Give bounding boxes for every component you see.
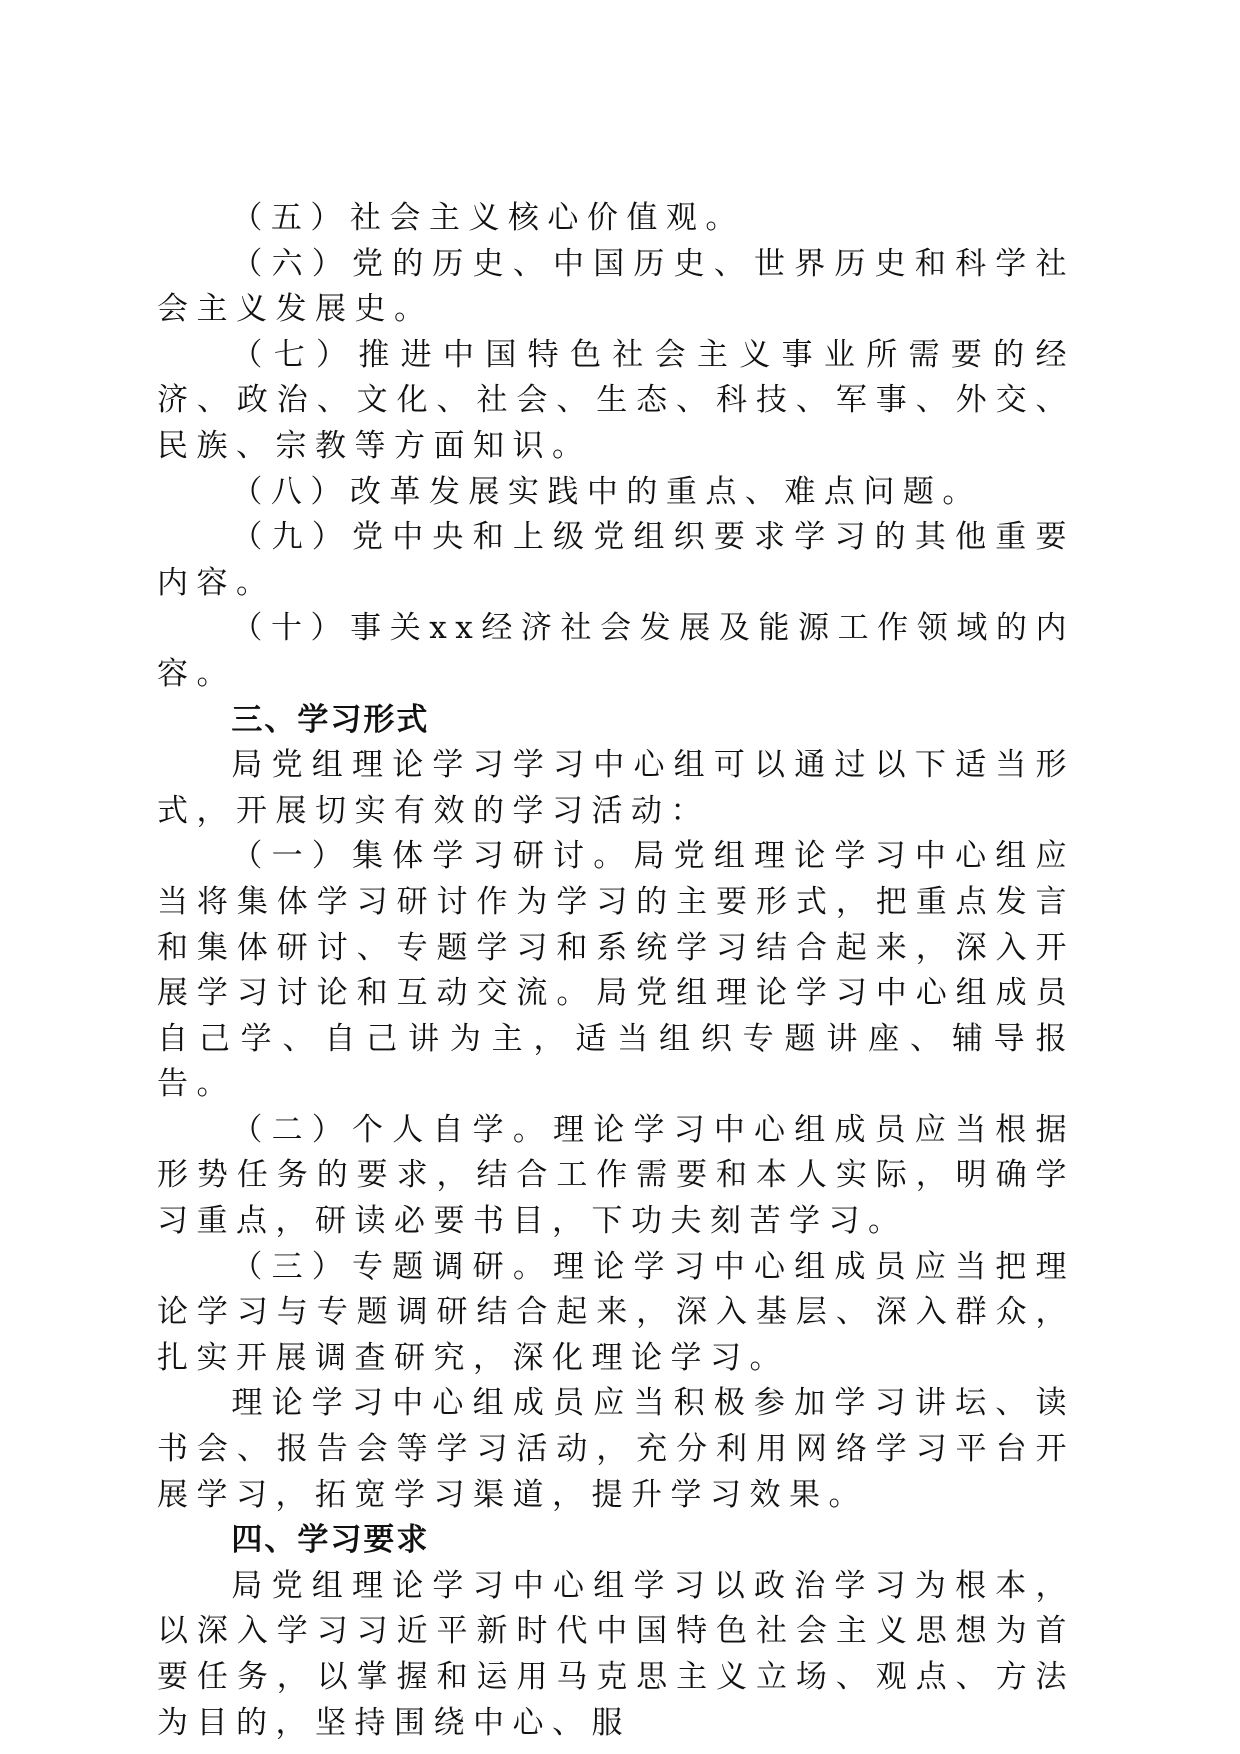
paragraph-item-9: （九）党中央和上级党组织要求学习的其他重要内容。 bbox=[157, 519, 1075, 601]
paragraph-item-7: （七）推进中国特色社会主义事业所需要的经济、政治、文化、社会、生态、科技、军事、外交、民族、宗教等方面知识。 bbox=[157, 336, 1075, 464]
paragraph-form-1: （一）集体学习研讨。局党组理论学习中心组应当将集体学习研讨作为学习的主要形式，把重点发言和集体研讨、专题学习和系统学习结合起来，深入开展学习讨论和互动交流。局党组理论学习中心组成员自己学、自己讲为主，适当组织专题讲座、辅导报告。 bbox=[157, 838, 1075, 1103]
paragraph-requirements-intro: 局党组理论学习中心组学习以政治学习为根本，以深入学习习近平新时代中国特色社会主义思想为首要任务，以掌握和运用马克思主义立场、观点、方法为目的，坚持围绕中心、服 bbox=[157, 1567, 1075, 1741]
paragraph-item-5: （五）社会主义核心价值观。 bbox=[231, 200, 745, 236]
paragraph-forms-intro: 局党组理论学习学习中心组可以通过以下适当形式，开展切实有效的学习活动： bbox=[157, 747, 1075, 829]
paragraph-form-3: （三）专题调研。理论学习中心组成员应当把理论学习与专题调研结合起来，深入基层、深入群众，扎实开展调查研究，深化理论学习。 bbox=[157, 1248, 1075, 1376]
section-heading-learning-requirements: 四、学习要求 bbox=[231, 1522, 430, 1559]
document-body bbox=[157, 196, 1075, 1746]
paragraph-item-10: （十）事关xx经济社会发展及能源工作领域的内容。 bbox=[157, 610, 1075, 692]
paragraph-form-2: （二）个人自学。理论学习中心组成员应当根据形势任务的要求，结合工作需要和本人实际，明确学习重点，研读必要书目，下功夫刻苦学习。 bbox=[157, 1111, 1075, 1240]
paragraph-item-6: （六）党的历史、中国历史、世界历史和科学社会主义发展史。 bbox=[157, 245, 1075, 328]
paragraph-item-8: （八）改革发展实践中的重点、难点问题。 bbox=[231, 473, 982, 510]
section-heading-learning-forms: 三、学习形式 bbox=[231, 701, 430, 738]
paragraph-forms-other: 理论学习中心组成员应当积极参加学习讲坛、读书会、报告会等学习活动，充分利用网络学习平台开展学习，拓宽学习渠道，提升学习效果。 bbox=[157, 1385, 1075, 1513]
